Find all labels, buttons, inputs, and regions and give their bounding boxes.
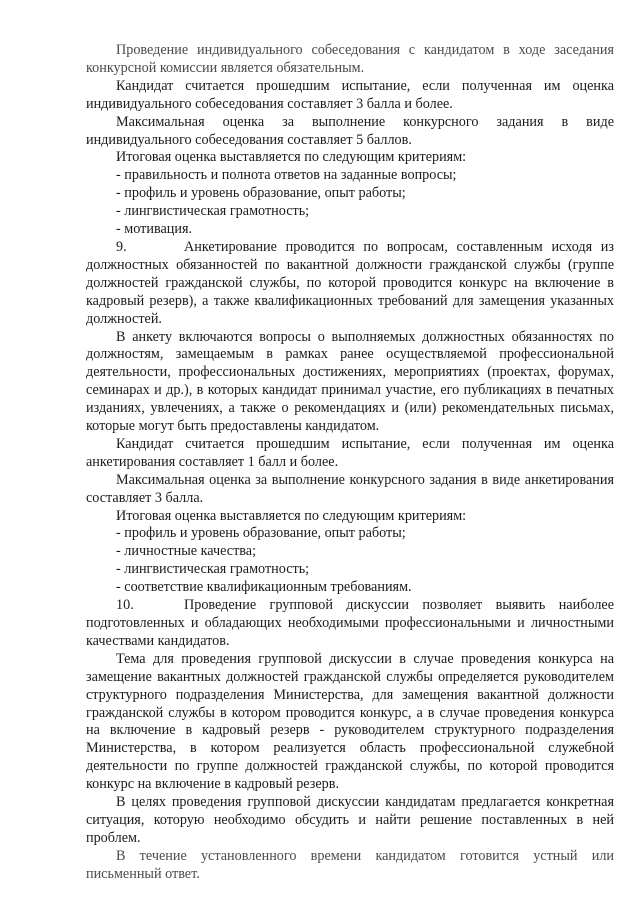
paragraph-interview-max-score: Максимальная оценка за выполнение конкурсного задания в виде индивидуального собеседования составляет 5 баллов. [86,113,614,148]
document-page [86,42,614,884]
section-number: 10. [116,597,134,614]
paragraph-questionnaire-criteria-intro: Итоговая оценка выставляется по следующим критериям: [116,507,467,524]
paragraph-questionnaire-max-score: Максимальная оценка за выполнение конкурсного задания в виде анкетирования составляет 3 балла. [86,471,614,506]
list-item: - лингвистическая грамотность; [116,203,310,220]
interview-criteria-list [86,167,614,239]
paragraph-questionnaire-passing-score: Кандидат считается прошедшим испытание, если полученная им оценка анкетирования составляет 1 балл и более. [86,435,614,470]
section-text: Анкетирование проводится по вопросам, составленным исходя из должностных обязанностей по вакантной должности гражданской службы (группе должностей гражданской службы, по которой проводится конкурс на включение в кадровый резерв), а также квалификационных требований для замещения указанных должностей. [86,238,614,327]
paragraph-interview-passing-score: Кандидат считается прошедшим испытание, если полученная им оценка индивидуального собеседования составляет 3 балла и более. [86,77,614,112]
list-item: - правильность и полнота ответов на заданные вопросы; [116,167,457,184]
list-item: - лингвистическая грамотность; [116,561,310,578]
paragraph-interview-criteria-intro: Итоговая оценка выставляется по следующим критериям: [116,149,467,166]
list-item: - мотивация. [116,221,193,238]
list-item: - профиль и уровень образование, опыт работы; [116,185,406,202]
section-10-group-discussion [86,597,614,651]
paragraph-discussion-answer: В течение установленного времени кандидатом готовится устный или письменный ответ. [86,847,614,882]
paragraph-discussion-topic: Тема для проведения групповой дискуссии в случае проведения конкурса на замещение вакантных должностей гражданской службы определяется руководителем структурного подразделения Министерства, для замещения вакантной должности гражданской службы в котором проводится конкурс, а в случае проведения конкурса на включение в кадровый резерв - руководителем структурного подразделения Министерства, в котором реализуется область профессиональной служебной деятельности по группе должностей гражданской службы, по которой проводится конкурс на включение в кадровый резерв. [86,650,614,793]
paragraph-discussion-situation: В целях проведения групповой дискуссии кандидатам предлагается конкретная ситуация, которую необходимо обсудить и найти решение поставленных в ней проблем. [86,794,614,846]
paragraph-questionnaire-content: В анкету включаются вопросы о выполняемых должностных обязанностях по должностям, замещаемым в рамках ранее осуществляемой профессиональной деятельности, профессиональных достижениях, мероприятиях (проектах, форумах, семинарах и др.), в которых кандидат принимал участие, его публикациях в печатных изданиях, увлечениях, а также о рекомендациях и (или) рекомендательных письмах, которые могут быть предоставлены кандидатом. [86,328,614,435]
section-number: 9. [116,238,127,255]
section-9-questionnaire [86,239,614,329]
questionnaire-criteria-list [86,525,614,597]
section-text: Проведение групповой дискуссии позволяет выявить наиболее подготовленных и обладающих необходимыми профессиональными и личностными качествами кандидатов. [86,597,614,649]
list-item: - личностные качества; [116,543,257,560]
list-item: - соответствие квалификационным требованиям. [116,579,412,596]
list-item: - профиль и уровень образование, опыт работы; [116,525,406,542]
paragraph-interview-mandatory: Проведение индивидуального собеседования с кандидатом в ходе заседания конкурсной комиссии является обязательным. [86,42,614,76]
